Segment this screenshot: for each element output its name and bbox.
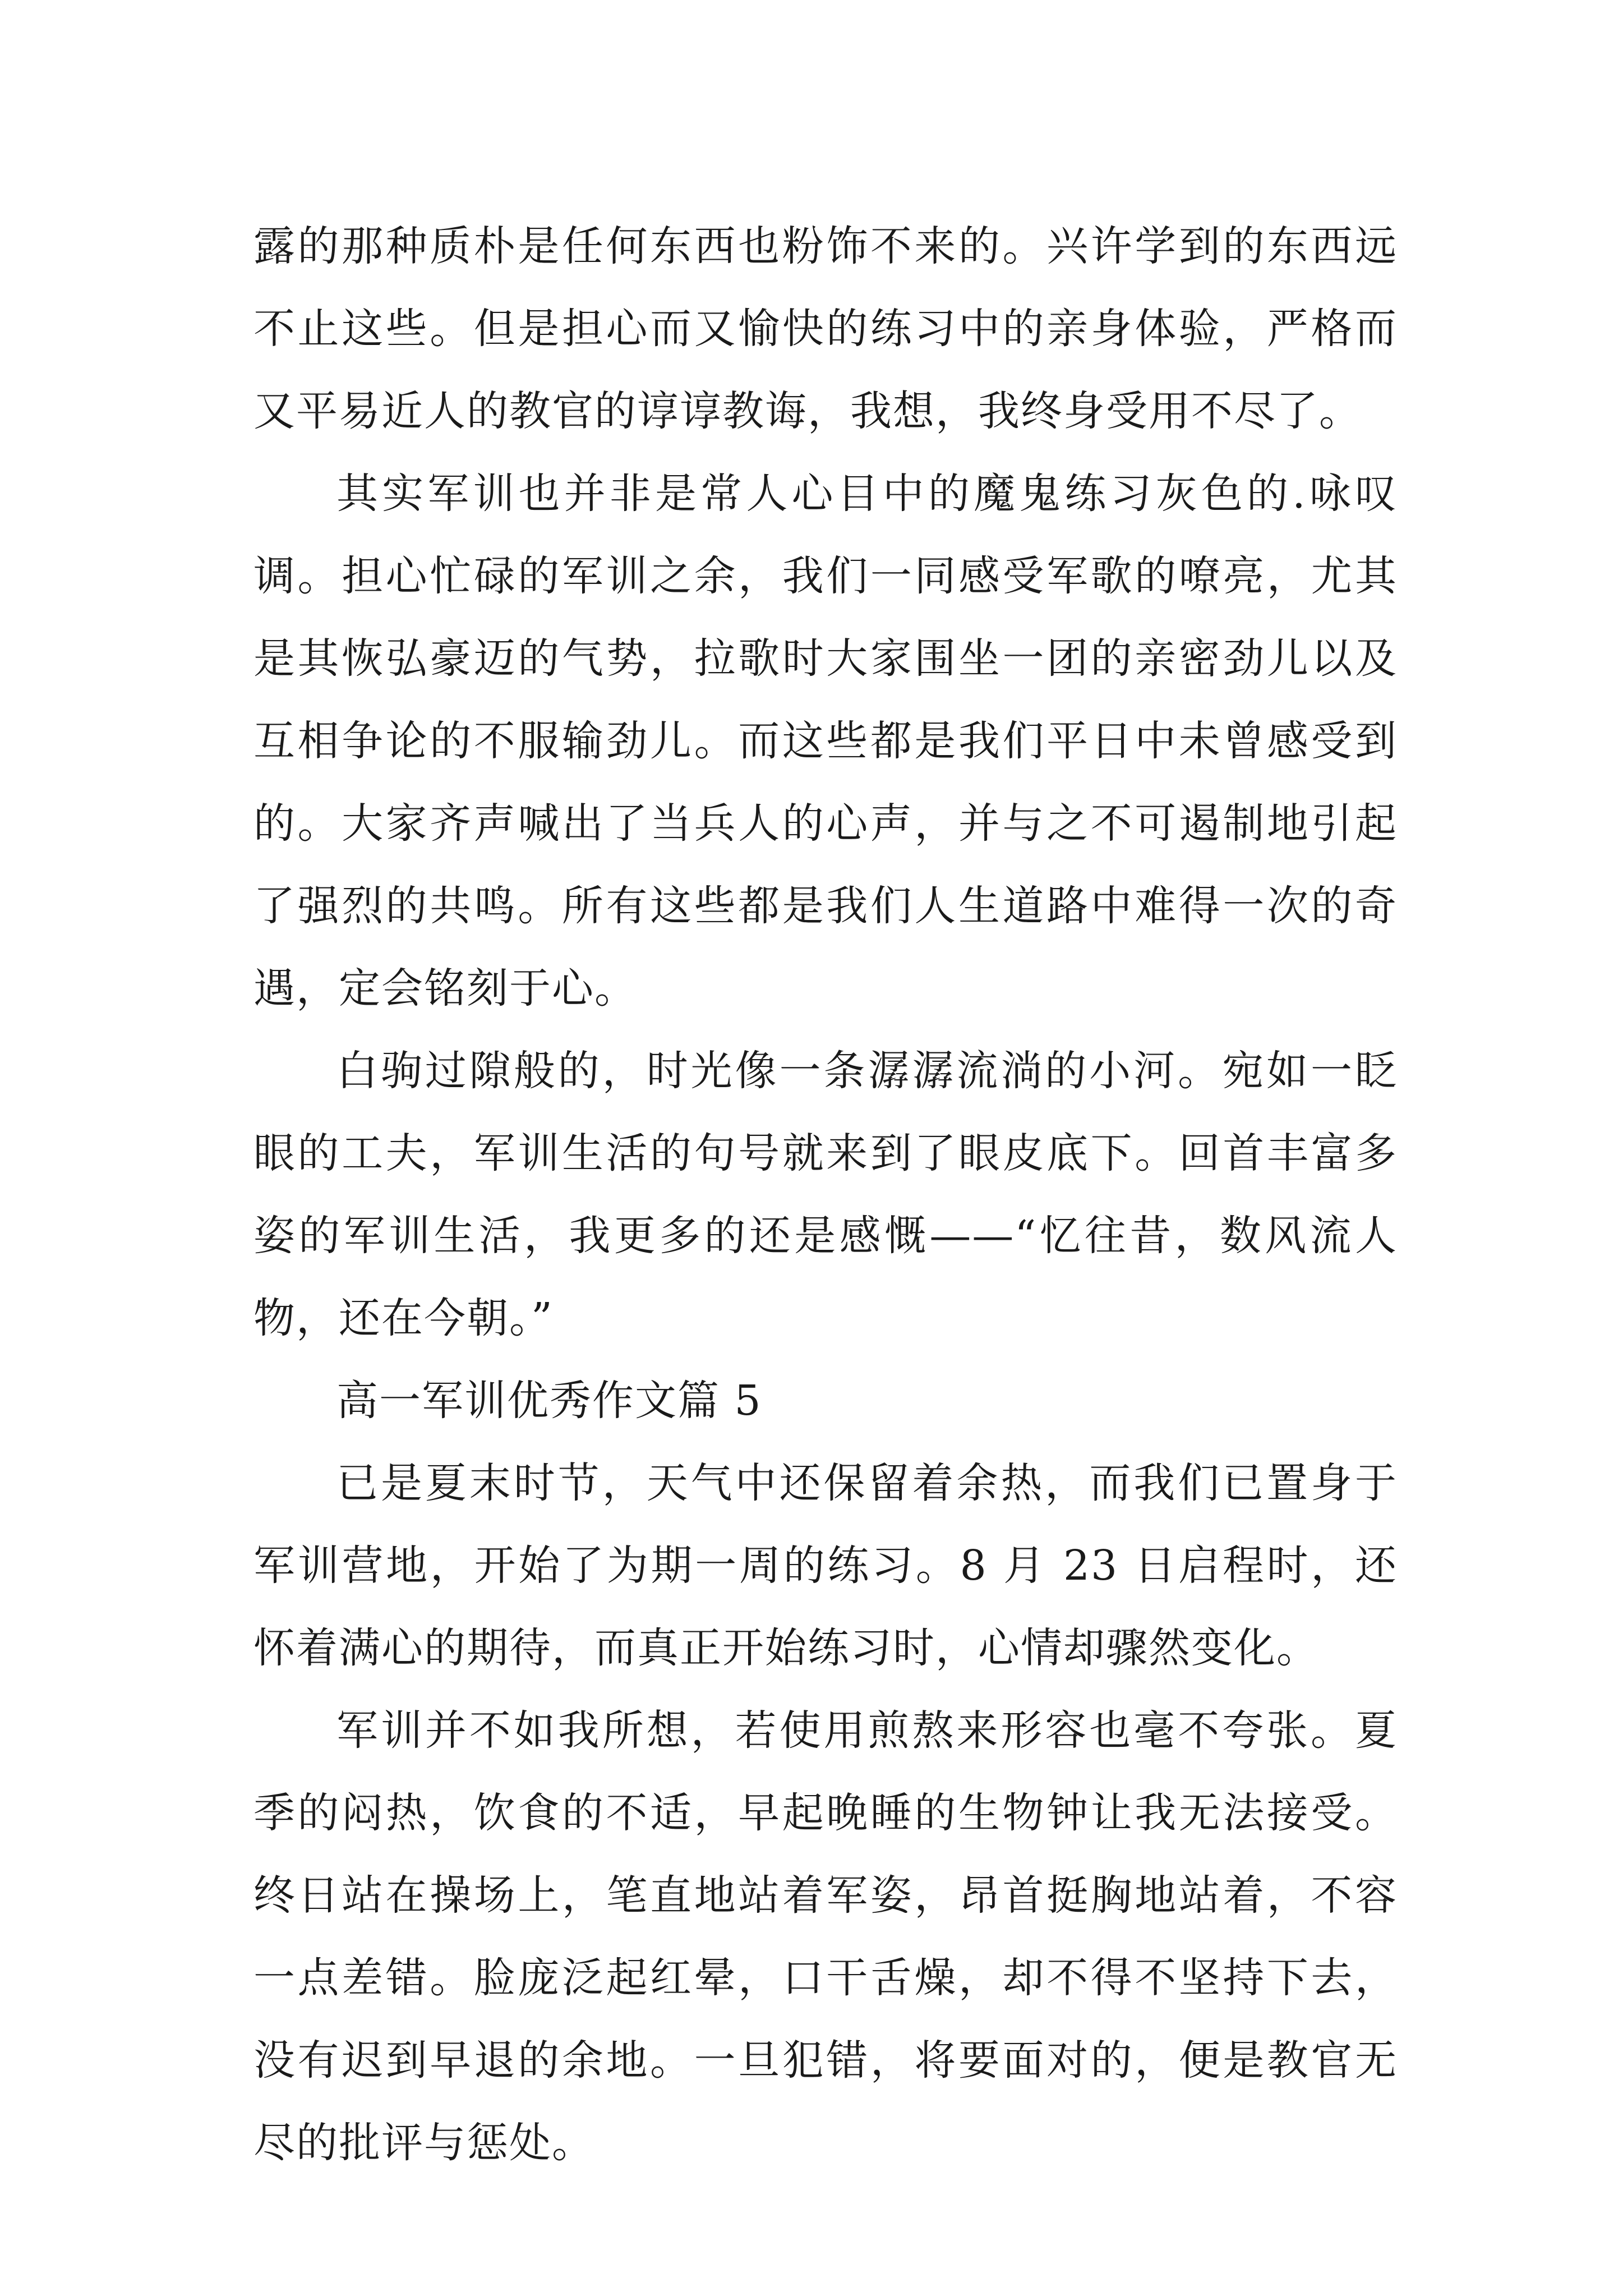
paragraph-4: 已是夏末时节，天气中还保留着余热，而我们已置身于军训营地，开始了为期一周的练习。8 月 23 日启程时，还怀着满心的期待，而真正开始练习时，心情却骤然变化。 — [253, 1459, 1398, 1672]
paragraph-5: 军训并不如我所想，若使用煎熬来形容也毫不夸张。夏季的闷热，饮食的不适，早起晚睡的生物钟让我无法接受。终日站在操场上，笔直地站着军姿，昂首挺胸地站着，不容一点差错。脸庞泛起红晕，口干舌燥，却不得不坚持下去，没有迟到早退的余地。一旦犯错，将要面对的，便是教官无尽的批评与惩处。 — [253, 1706, 1398, 2167]
section-heading: 高一军训优秀作文篇 5 — [336, 1377, 762, 1425]
paragraph-3: 白驹过隙般的，时光像一条潺潺流淌的小河。宛如一眨眼的工夫，军训生活的句号就来到了眼皮底下。回首丰富多姿的军训生活，我更多的还是感慨——“忆往昔，数风流人物，还在今朝。” — [253, 1047, 1398, 1342]
document-body — [253, 205, 1398, 2184]
paragraph-2: 其实军训也并非是常人心目中的魔鬼练习灰色的.咏叹调。担心忙碌的军训之余，我们一同感受军歌的嘹亮，尤其是其恢弘豪迈的气势，拉歌时大家围坐一团的亲密劲儿以及互相争论的不服输劲儿。而这些都是我们平日中未曾感受到的。大家齐声喊出了当兵人的心声，并与之不可遏制地引起了强烈的共鸣。所有这些都是我们人生道路中难得一次的奇遇，定会铭刻于心。 — [253, 470, 1398, 1013]
paragraph-1: 露的那种质朴是任何东西也粉饰不来的。兴许学到的东西远不止这些。但是担心而又愉快的练习中的亲身体验，严格而又平易近人的教官的谆谆教诲，我想，我终身受用不尽了。 — [253, 222, 1398, 435]
